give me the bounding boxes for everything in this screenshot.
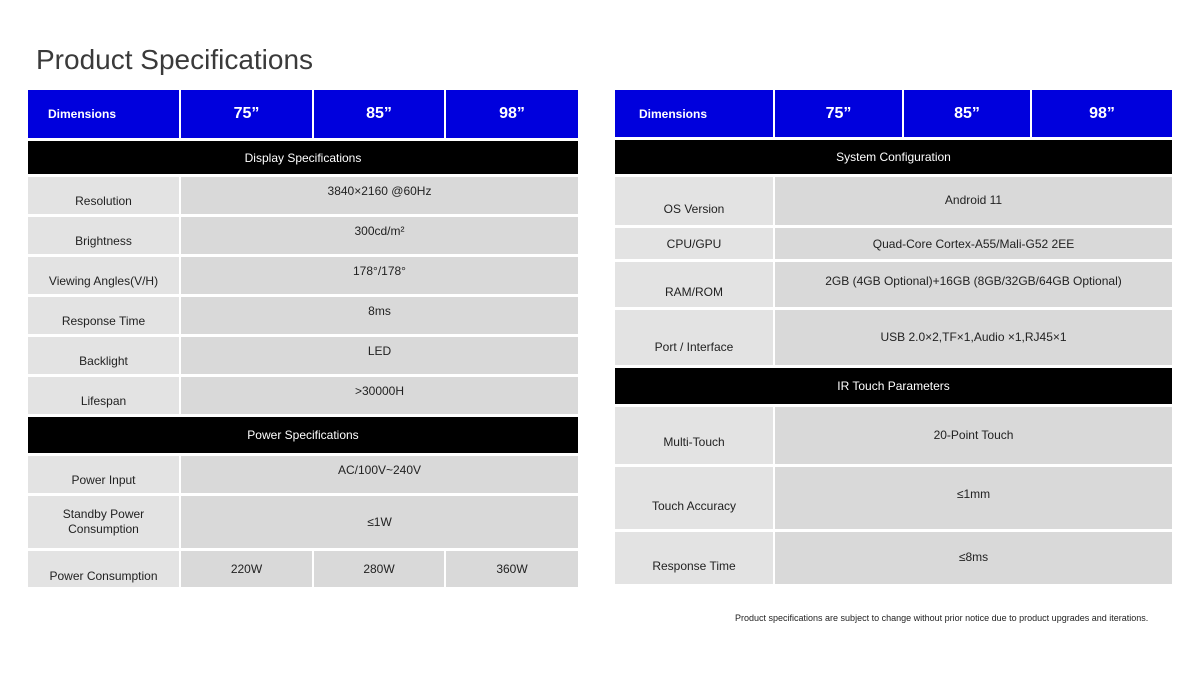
spec-label: Lifespan [28,377,181,414]
touch-section-header [615,368,1172,404]
power-section-title: Power Specifications [28,417,578,453]
spec-row-multi-touch [615,407,1172,464]
dimensions-header: Dimensions [28,90,181,138]
power-consumption-85: 280W [314,551,446,587]
spec-label: Port / Interface [615,310,775,365]
spec-value: ≤1W [181,496,578,548]
spec-value: Quad-Core Cortex-A55/Mali-G52 2EE [775,228,1172,259]
spec-row-response-time [28,297,578,334]
size-75-header: 75” [775,90,904,137]
spec-label: Power Consumption [28,551,181,587]
spec-row-resolution [28,177,578,214]
touch-section-title: IR Touch Parameters [615,368,1172,404]
footnote: Product specifications are subject to change without prior notice due to product upgrades and iterations. [735,613,1149,623]
spec-value: >30000H [181,377,578,414]
display-power-spec-table [28,90,578,587]
size-85-header: 85” [904,90,1032,137]
spec-value: ≤1mm [775,467,1172,529]
spec-label: Response Time [28,297,181,334]
spec-value: 178°/178° [181,257,578,294]
system-section-title: System Configuration [615,140,1172,174]
spec-value: 3840×2160 @60Hz [181,177,578,214]
spec-value: AC/100V~240V [181,456,578,493]
spec-value: Android 11 [775,177,1172,225]
spec-label: Power Input [28,456,181,493]
spec-label: Standby Power Consumption [28,496,181,548]
spec-row-backlight [28,337,578,374]
spec-label: Touch Accuracy [615,467,775,529]
spec-row-power-consumption [28,551,578,587]
spec-value: 300cd/m² [181,217,578,254]
spec-value: LED [181,337,578,374]
dimensions-header: Dimensions [615,90,775,137]
power-section-header [28,417,578,453]
spec-value: 8ms [181,297,578,334]
spec-label: Brightness [28,217,181,254]
spec-row-ram-rom [615,262,1172,307]
spec-row-lifespan [28,377,578,414]
dimensions-header-row [28,90,578,138]
spec-row-touch-accuracy [615,467,1172,529]
size-85-header: 85” [314,90,446,138]
page-title: Product Specifications [36,44,314,75]
spec-value: 20-Point Touch [775,407,1172,464]
spec-row-cpu-gpu [615,228,1172,259]
power-consumption-98: 360W [446,551,578,587]
size-75-header: 75” [181,90,314,138]
display-section-title: Display Specifications [28,141,578,174]
spec-row-standby-power [28,496,578,548]
spec-row-viewing-angles [28,257,578,294]
spec-label: Backlight [28,337,181,374]
display-section-header [28,141,578,174]
spec-row-os-version [615,177,1172,225]
spec-value: ≤8ms [775,532,1172,584]
system-section-header [615,140,1172,174]
spec-row-brightness [28,217,578,254]
size-98-header: 98” [446,90,578,138]
spec-label: OS Version [615,177,775,225]
spec-label: Multi-Touch [615,407,775,464]
spec-row-power-input [28,456,578,493]
spec-label: RAM/ROM [615,262,775,307]
spec-label: Resolution [28,177,181,214]
spec-label: Viewing Angles(V/H) [28,257,181,294]
size-98-header: 98” [1032,90,1172,137]
power-consumption-75: 220W [181,551,314,587]
spec-row-touch-response-time [615,532,1172,584]
spec-label: Response Time [615,532,775,584]
spec-value: 2GB (4GB Optional)+16GB (8GB/32GB/64GB Optional) [775,262,1172,307]
spec-label: CPU/GPU [615,228,775,259]
system-touch-spec-table [615,90,1172,584]
spec-value: USB 2.0×2,TF×1,Audio ×1,RJ45×1 [775,310,1172,365]
spec-row-port-interface [615,310,1172,365]
dimensions-header-row [615,90,1172,137]
